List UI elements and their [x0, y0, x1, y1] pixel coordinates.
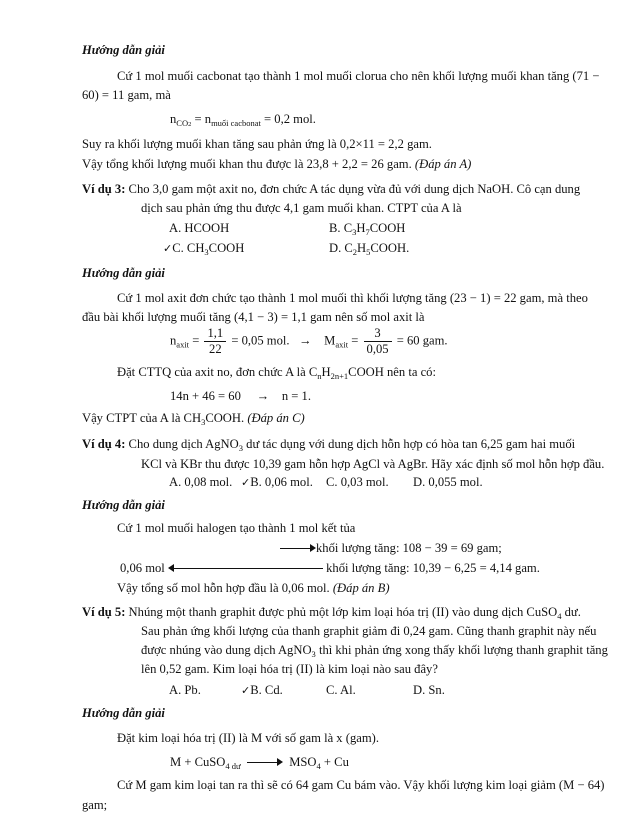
example-3-line: Ví dụ 3: Cho 3,0 gam một axit no, đơn chức A tác dụng vừa đủ với dung dịch NaOH. Cô cạn dung	[82, 182, 581, 196]
solution-heading: Hướng dẫn giải	[82, 266, 165, 280]
option-d: D. Sn.	[413, 683, 445, 697]
example-4-line: Ví dụ 4: Cho dung dịch AgNO$_3$ dư tác dụng với dung dịch hỗn hợp có hòa tan 6,25 gam hai muối	[82, 437, 576, 453]
paragraph-line: Cứ M gam kim loại tan ra thì sẽ có 64 gam Cu bám vào. Vậy khối lượng kim loại giảm (M − 64)	[117, 778, 605, 792]
paragraph-line: Vậy tổng số mol hỗn hợp đầu là 0,06 mol. (Đáp án B)	[117, 581, 390, 595]
option-b: ✓B. 0,06 mol.	[241, 475, 313, 489]
example-label: Ví dụ 5:	[82, 605, 126, 619]
paragraph-line: dịch sau phản ứng thu được 4,1 gam muối khan. CTPT của A là	[141, 201, 462, 215]
check-icon: ✓	[241, 684, 251, 697]
paragraph-line: Vậy tổng khối lượng muối khan thu được là 23,8 + 2,2 = 26 gam. (Đáp án A)	[82, 157, 472, 171]
solution-heading: Hướng dẫn giải	[82, 498, 165, 512]
paragraph-line: KCl và KBr thu được 10,39 gam hỗn hợp AgCl và AgBr. Hãy xác định số mol hỗn hợp đầu.	[141, 457, 605, 471]
paragraph-line: Cứ 1 mol axit đơn chức tạo thành 1 mol muối thì khối lượng tăng (23 − 1) = 22 gam, mà theo	[117, 291, 588, 305]
option-c: C. 0,03 mol.	[326, 475, 389, 489]
paragraph-line: lên 0,52 gam. Kim loại hóa trị (II) là kim loại nào sau đây?	[141, 662, 438, 676]
option-d: D. 0,055 mol.	[413, 475, 483, 489]
example-5-line: Ví dụ 5: Nhúng một thanh graphit được phủ một lớp kim loại hóa trị (II) vào dung dịch CuSO$_4$ dư.	[82, 605, 581, 621]
answer-note: (Đáp án B)	[332, 581, 390, 595]
paragraph-line: Sau phản ứng khối lượng của thanh graphit giảm đi 0,24 gam. Cũng thanh graphit này nếu	[141, 624, 597, 638]
option-a: A. 0,08 mol.	[169, 475, 233, 489]
paragraph-line: Vậy CTPT của A là $CH_3COOH$. (Đáp án C)	[82, 411, 305, 427]
paragraph-line: Đặt CTTQ của axit no, đơn chức A là $C_nH_{2n+1}COOH$ nên ta có:	[117, 365, 436, 381]
example-label: Ví dụ 3:	[82, 182, 126, 196]
paragraph-line: 0,06 mol khối lượng tăng: 10,39 − 6,25 = 4,14 gam.	[120, 561, 540, 575]
option-d: D. $C_2H_5COOH$.	[329, 241, 410, 257]
paragraph-line: 60) = 11 gam, mà	[82, 88, 171, 102]
check-icon: ✓	[241, 476, 251, 489]
option-a: A. HCOOH	[169, 221, 230, 235]
paragraph-line: đầu bài khối lượng muối tăng (4,1 − 3) = 1,1 gam nên số mol axit là	[82, 310, 425, 324]
paragraph-line: Cứ 1 mol muối cacbonat tạo thành 1 mol muối clorua cho nên khối lượng muối khan tăng (71 −	[117, 69, 600, 83]
equation-mol-co2: $n_{CO2} = n_{muối cacbonat} = 0,2$ mol.	[170, 112, 316, 128]
paragraph-line: Suy ra khối lượng muối khan tăng sau phản ứng là 0,2×11 = 2,2 gam.	[82, 137, 432, 151]
arrow-icon	[168, 564, 323, 574]
arrow-icon	[280, 544, 316, 554]
paragraph-line: gam;	[82, 798, 108, 812]
solution-heading: Hướng dẫn giải	[82, 43, 165, 57]
option-c: C. Al.	[326, 683, 356, 697]
equation-mol-acid: $n_{axit}$ = $\frac{1,1}{22}$ = 0,05 mol. → $M_{axit}$ = $\frac{3}{0,05}$ = 60 gam.	[170, 326, 448, 357]
paragraph-line: được nhúng vào dung dịch AgNO$_3$ thì khi phản ứng xong thấy khối lượng thanh graphit tăng	[141, 643, 608, 659]
paragraph-line: khối lượng tăng: 108 − 39 = 69 gam;	[280, 540, 502, 557]
equation-n: 14n + 46 = 60 → n = 1.	[170, 389, 311, 403]
fraction: $\frac{1,1}{22}$	[204, 326, 226, 357]
option-b: B. $C_3H_7COOH$	[329, 221, 406, 237]
paragraph-line: Đặt kim loại hóa trị (II) là M với số gam là x (gam).	[117, 731, 379, 745]
answer-note: (Đáp án C)	[247, 411, 305, 425]
option-c: ✓C. $CH_3COOH$	[163, 241, 245, 257]
fraction: $\frac{3}{0,05}$	[364, 326, 392, 357]
answer-note: (Đáp án A)	[414, 157, 472, 171]
example-label: Ví dụ 4:	[82, 437, 126, 451]
option-a: A. Pb.	[169, 683, 201, 697]
option-b: ✓B. Cd.	[241, 683, 283, 697]
solution-heading: Hướng dẫn giải	[82, 706, 165, 720]
arrow-icon	[247, 758, 283, 768]
paragraph-line: Cứ 1 mol muối halogen tạo thành 1 mol kết tủa	[117, 521, 356, 535]
reaction-equation: M + CuSO$_{4 dư}$ $MSO_4 + Cu$	[170, 755, 349, 771]
check-icon: ✓	[163, 242, 173, 255]
